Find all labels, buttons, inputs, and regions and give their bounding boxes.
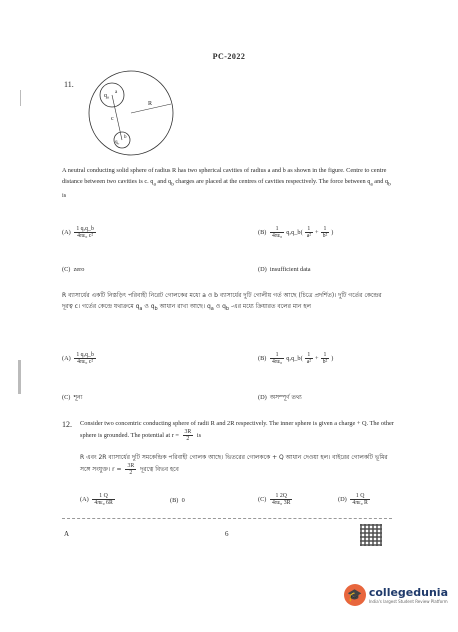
page-number: 6 xyxy=(225,530,229,538)
q11-bn-option-c[interactable]: (C) শূন্য xyxy=(62,394,83,401)
q11-text-en: A neutral conducting solid sphere of radius R has two spherical cavities of radius a and b as shown in the figure. Centre to centre distance between two cavities is c. $q_a$ and $q_b$ charges are placed at the centres of cavities respectively. The force between $q_a$ and $q_b$ is xyxy=(62,167,391,200)
q11-bn-option-b[interactable]: (B) $\frac{1}{\text{4πε₀}}$ qₐq_b( $\frac{1}{\text{a²}}$ + $\frac{1}{\text{b²}}$ ) xyxy=(258,352,334,365)
exam-code: PC-2022 xyxy=(212,52,246,61)
footer-divider xyxy=(62,518,392,519)
margin-mark-top xyxy=(20,90,21,106)
graduation-cap-icon: 🎓 xyxy=(344,584,366,606)
label-qa: $q_a$ xyxy=(104,93,109,100)
label-R: R xyxy=(148,101,153,107)
set-label: A xyxy=(64,530,70,538)
label-c: c xyxy=(111,116,114,122)
q11-option-d[interactable]: (D) insufficient data xyxy=(258,266,311,273)
watermark-name: collegedunia xyxy=(368,586,448,599)
qr-code-icon xyxy=(360,524,382,546)
watermark-tagline: India's largest Student Review Platform xyxy=(368,599,448,604)
label-a: a xyxy=(115,90,118,95)
margin-mark-middle xyxy=(18,360,21,394)
q11-bn-option-d[interactable]: (D) অসম্পূর্ণ তথ্য xyxy=(258,394,302,401)
label-b: b xyxy=(124,135,127,140)
q11-option-a[interactable]: (A) $\frac{\text{1 qₐq\_b}}{\text{4πε₀ c²}}$ xyxy=(62,226,94,239)
collegedunia-watermark xyxy=(344,584,448,606)
q11-option-c[interactable]: (C) zero xyxy=(62,266,85,273)
question-12-number: 12. xyxy=(62,420,72,429)
question-11-number: 11. xyxy=(64,80,74,89)
label-qb: $q_b$ xyxy=(115,140,120,146)
q12-text-bn: R এবং 2R ব্যাসার্ধের দুটি সমকেন্দ্রিক পরিবাহী গোলক আছে। ভিতরের গোলককে + Q আধান দেওয়া হল। বাইরের গোলকটি ভূমির সঙ্গে সংযুক্ত। r = $\frac{3R}{2}$ দূরত্বে বিভব হবে xyxy=(80,454,388,476)
q12-option-b[interactable]: (B) 0 xyxy=(170,497,185,504)
q11-option-b[interactable]: (B) $\frac{1}{\text{4πε₀}}$ qₐq_b( $\frac{1}{\text{a²}}$ + $\frac{1}{\text{b²}}$ ) xyxy=(258,226,334,239)
q12-option-a[interactable]: (A) $\frac{1 Q}{\text{4πε₀ 6R}}$ xyxy=(80,493,113,506)
q12-text-en: Consider two concentric conducting sphere of radii R and 2R respectively. The inner sphere is given a charge + Q. The other sphere is grounded. The potential at r = $\frac{3R}{2}$ is xyxy=(80,420,394,442)
q11-text-bn: R ব্যাসার্ধের একটি নিস্তড়িৎ পরিবাহী নিরেট গোলকের মধ্যে a ও b ব্যাসার্ধের দুটি গোলীয় গর্ত আছে (চিত্রে প্রদর্শিত)। দুটি গর্তের কেন্দ্রের দূরত্ব c। গর্তের কেন্দ্রে যথাক্রমে $q_a$ ও $q_b$ আধান রাখা আছে। $q_a$ ও $q_b$ -এর মধ্যে ক্রিয়ারত বলের মান হল xyxy=(62,292,382,313)
q12-option-d[interactable]: (D) $\frac{1 Q}{\text{4πε₀ R}}$ xyxy=(338,493,368,506)
q11-figure xyxy=(86,68,176,158)
q12-option-c[interactable]: (C) $\frac{1 2Q}{\text{4πε₀ 3R}}$ xyxy=(258,493,291,506)
q11-bn-option-a[interactable]: (A) $\frac{\text{1 qₐq\_b}}{\text{4πε₀ c²}}$ xyxy=(62,352,94,365)
